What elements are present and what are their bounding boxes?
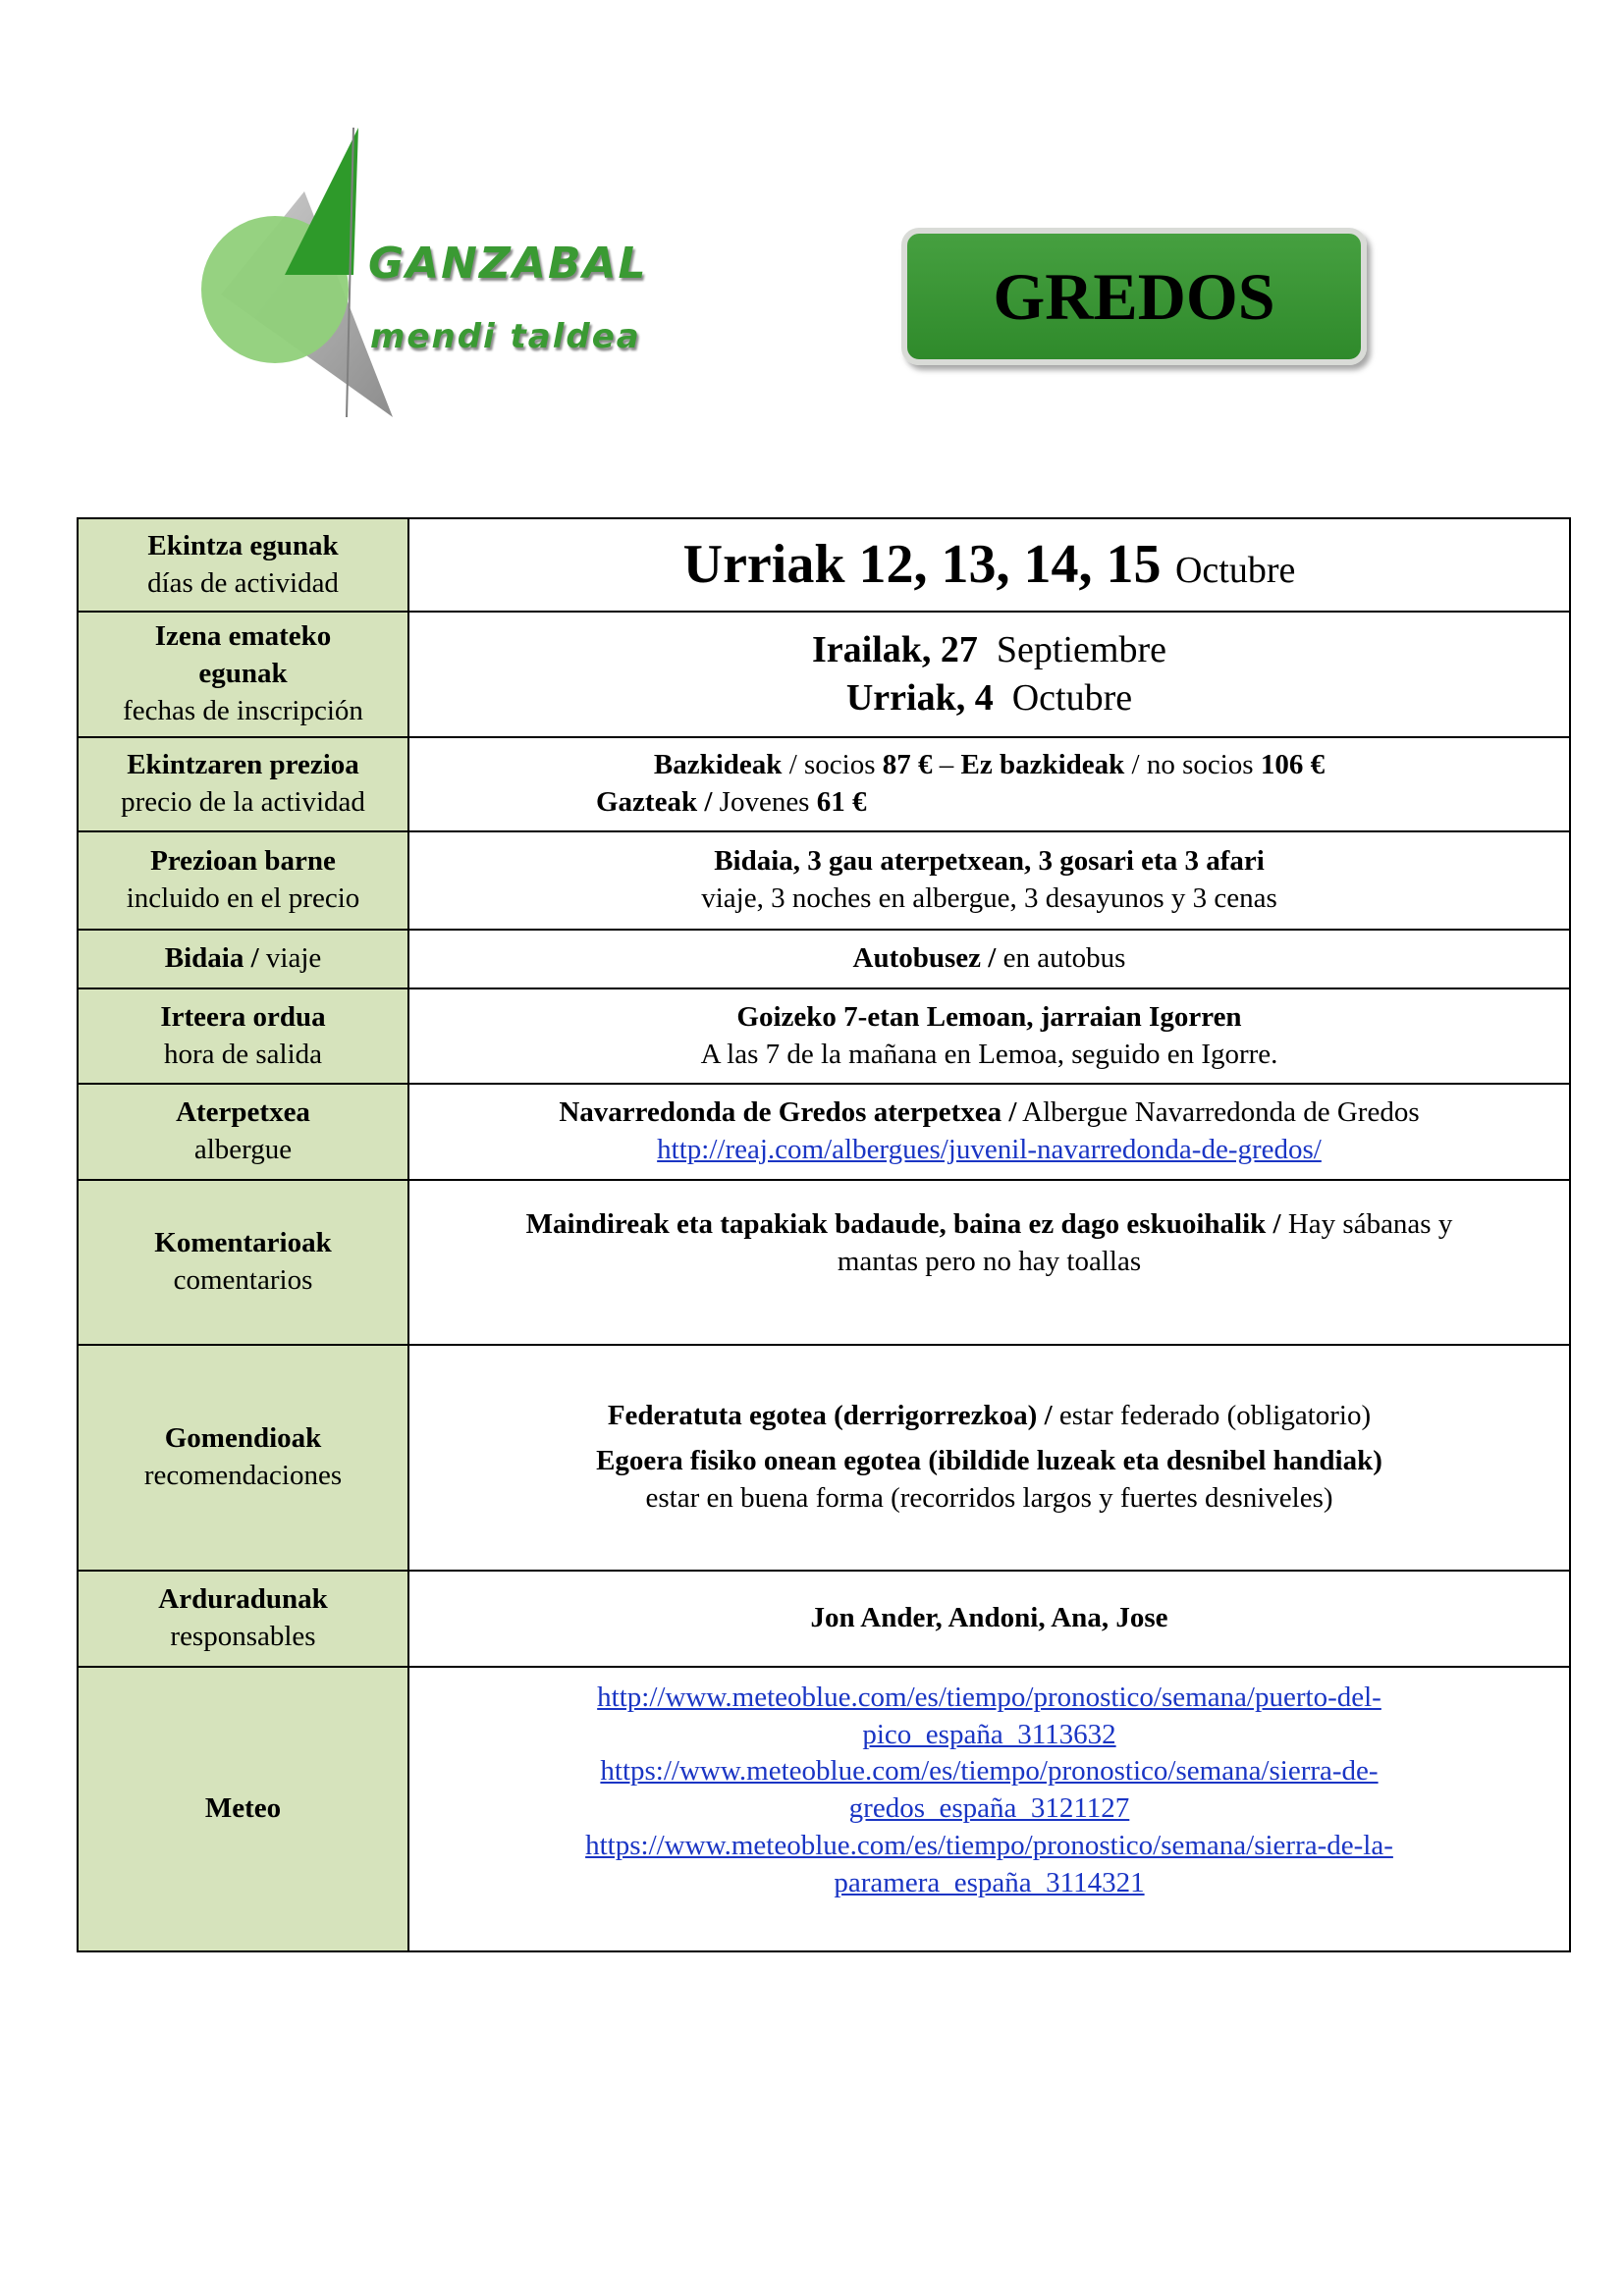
hostel-link[interactable]: http://reaj.com/albergues/juvenil-navarredonda-de-gredos/ (657, 1134, 1322, 1165)
youth-eu: Gazteak / (596, 786, 713, 818)
departure-es: A las 7 de la mañana en Lemoa, seguido en Igorre. (700, 1038, 1278, 1070)
label-es: incluido en el precio (126, 882, 360, 914)
dates-eu: Urriak 12, 13, 14, 15 (682, 534, 1162, 596)
weather-link-3[interactable] (419, 1828, 1559, 1901)
weather-link-3-part-1: https://www.meteoblue.com/es/tiempo/pronostico/semana/sierra-de-la- (585, 1829, 1393, 1861)
youth-es: Jovenes (719, 786, 810, 818)
table-row (78, 1667, 1570, 1951)
label-eu: Arduradunak (158, 1583, 328, 1616)
label-es: albergue (193, 1134, 293, 1165)
departure-eu: Goizeko 7-etan Lemoan, jarraian Igorren (736, 1000, 1242, 1033)
youth-price: 61 € (816, 786, 867, 818)
separator: – (939, 749, 954, 781)
label-eu: Ekintzaren prezioa (127, 749, 359, 781)
label-eu: Ekintza egunak (147, 529, 339, 561)
label-cell (78, 612, 408, 737)
hostel-eu: Navarredonda de Gredos aterpetxea / (559, 1096, 1017, 1129)
label-eu: Gomendioak (164, 1422, 322, 1455)
weather-link-2-part-2: gredos_españa_3121127 (848, 1792, 1130, 1825)
label-es: días de actividad (147, 566, 339, 599)
leaders-value (408, 1571, 1570, 1667)
table-row (78, 930, 1570, 988)
table-row (78, 1571, 1570, 1667)
registration-value (408, 612, 1570, 737)
label-eu: Komentarioak (154, 1227, 332, 1259)
table-row (78, 831, 1570, 930)
rec2-es: estar en buena forma (recorridos largos y fuertes desniveles) (645, 1481, 1333, 1514)
label-cell (78, 1180, 408, 1345)
label-cell (78, 1571, 408, 1667)
label-cell (78, 988, 408, 1084)
trip-es: en autobus (1002, 942, 1126, 975)
reg-date-1-eu: Irailak, 27 (812, 628, 978, 670)
table-row (78, 737, 1570, 831)
label-cell (78, 930, 408, 988)
label-cell (78, 1084, 408, 1180)
weather-link-2-part-1: https://www.meteoblue.com/es/tiempo/pronostico/semana/sierra-de- (600, 1755, 1379, 1788)
reg-date-1-es: Septiembre (996, 628, 1166, 670)
label-eu: Izena emateko (154, 620, 332, 653)
label-eu-2: egunak (198, 658, 288, 690)
leaders-names: Jon Ander, Andoni, Ana, Jose (810, 1602, 1168, 1634)
trip-eu: Autobusez / (852, 942, 997, 975)
table-row (78, 1345, 1570, 1571)
label-eu: Aterpetxea (176, 1096, 310, 1129)
dates-value (408, 518, 1570, 612)
table-row (78, 612, 1570, 737)
label-cell (78, 1345, 408, 1571)
label-cell (78, 831, 408, 930)
table-row (78, 518, 1570, 612)
weather-link-3-part-2: paramera_españa_3114321 (834, 1866, 1145, 1898)
label-es: recomendaciones (143, 1460, 343, 1491)
weather-link-1-part-1: http://www.meteoblue.com/es/tiempo/pronostico/semana/puerto-del- (597, 1682, 1381, 1714)
weather-link-1[interactable] (419, 1680, 1559, 1753)
reg-date-2-eu: Urriak, 4 (845, 677, 994, 719)
rec2-eu: Egoera fisiko onean egotea (ibildide luzeak eta desnibel handiak) (596, 1445, 1382, 1477)
table-row (78, 1180, 1570, 1345)
recommendations-value (408, 1345, 1570, 1571)
label-es: hora de salida (163, 1038, 323, 1070)
label-meteo: Meteo (204, 1792, 282, 1825)
rec1-es: estar federado (obligatorio) (1058, 1400, 1372, 1432)
included-value (408, 831, 1570, 930)
reg-date-2-es: Octubre (1011, 677, 1133, 719)
table-row (78, 1084, 1570, 1180)
members-price: 87 € (882, 749, 933, 781)
dates-es: Octubre (1174, 550, 1296, 592)
departure-value (408, 988, 1570, 1084)
weather-link-1-part-2: pico_españa_3113632 (862, 1718, 1116, 1750)
nonmembers-es: / no socios (1131, 749, 1254, 781)
nonmembers-eu: Ez bazkideak (960, 749, 1125, 781)
label-eu: Bidaia / (164, 942, 259, 975)
hostel-value (408, 1084, 1570, 1180)
price-value (408, 737, 1570, 831)
hostel-es: Albergue Navarredonda de Gredos (1022, 1096, 1420, 1129)
title-badge: GREDOS (901, 228, 1367, 365)
weather-link-2[interactable] (419, 1753, 1559, 1827)
comments-eu: Maindireak eta tapakiak badaude, baina ez dago eskuoihalik / (525, 1208, 1281, 1241)
label-es: fechas de inscripción (123, 694, 363, 726)
table-row (78, 988, 1570, 1084)
weather-value (408, 1667, 1570, 1951)
label-eu: Prezioan barne (150, 845, 336, 878)
comments-value (408, 1180, 1570, 1345)
ganzabal-logo (191, 123, 682, 417)
label-es: responsables (170, 1621, 316, 1652)
label-cell (78, 1667, 408, 1951)
members-es: / socios (788, 749, 876, 781)
label-es: precio de la actividad (121, 786, 365, 818)
logo-title: GANZABAL (368, 239, 648, 289)
label-es: comentarios (173, 1264, 313, 1296)
label-eu: Irteera ordua (160, 1000, 326, 1033)
trip-value (408, 930, 1570, 988)
logo-subtitle: mendi taldea (370, 317, 641, 356)
members-eu: Bazkideak (653, 749, 783, 781)
comments-es-2: mantas pero no hay toallas (837, 1246, 1142, 1278)
label-cell (78, 518, 408, 612)
comments-es-1: Hay sábanas y (1287, 1208, 1453, 1241)
included-es: viaje, 3 noches en albergue, 3 desayunos y 3 cenas (701, 882, 1277, 914)
nonmembers-price: 106 € (1260, 749, 1326, 781)
included-eu: Bidaia, 3 gau aterpetxean, 3 gosari eta 3 afari (714, 845, 1265, 878)
rec1-eu: Federatuta egotea (derrigorrezkoa) / (607, 1400, 1053, 1432)
label-es: viaje (265, 942, 322, 975)
activity-info-table (77, 517, 1571, 1952)
label-cell (78, 737, 408, 831)
